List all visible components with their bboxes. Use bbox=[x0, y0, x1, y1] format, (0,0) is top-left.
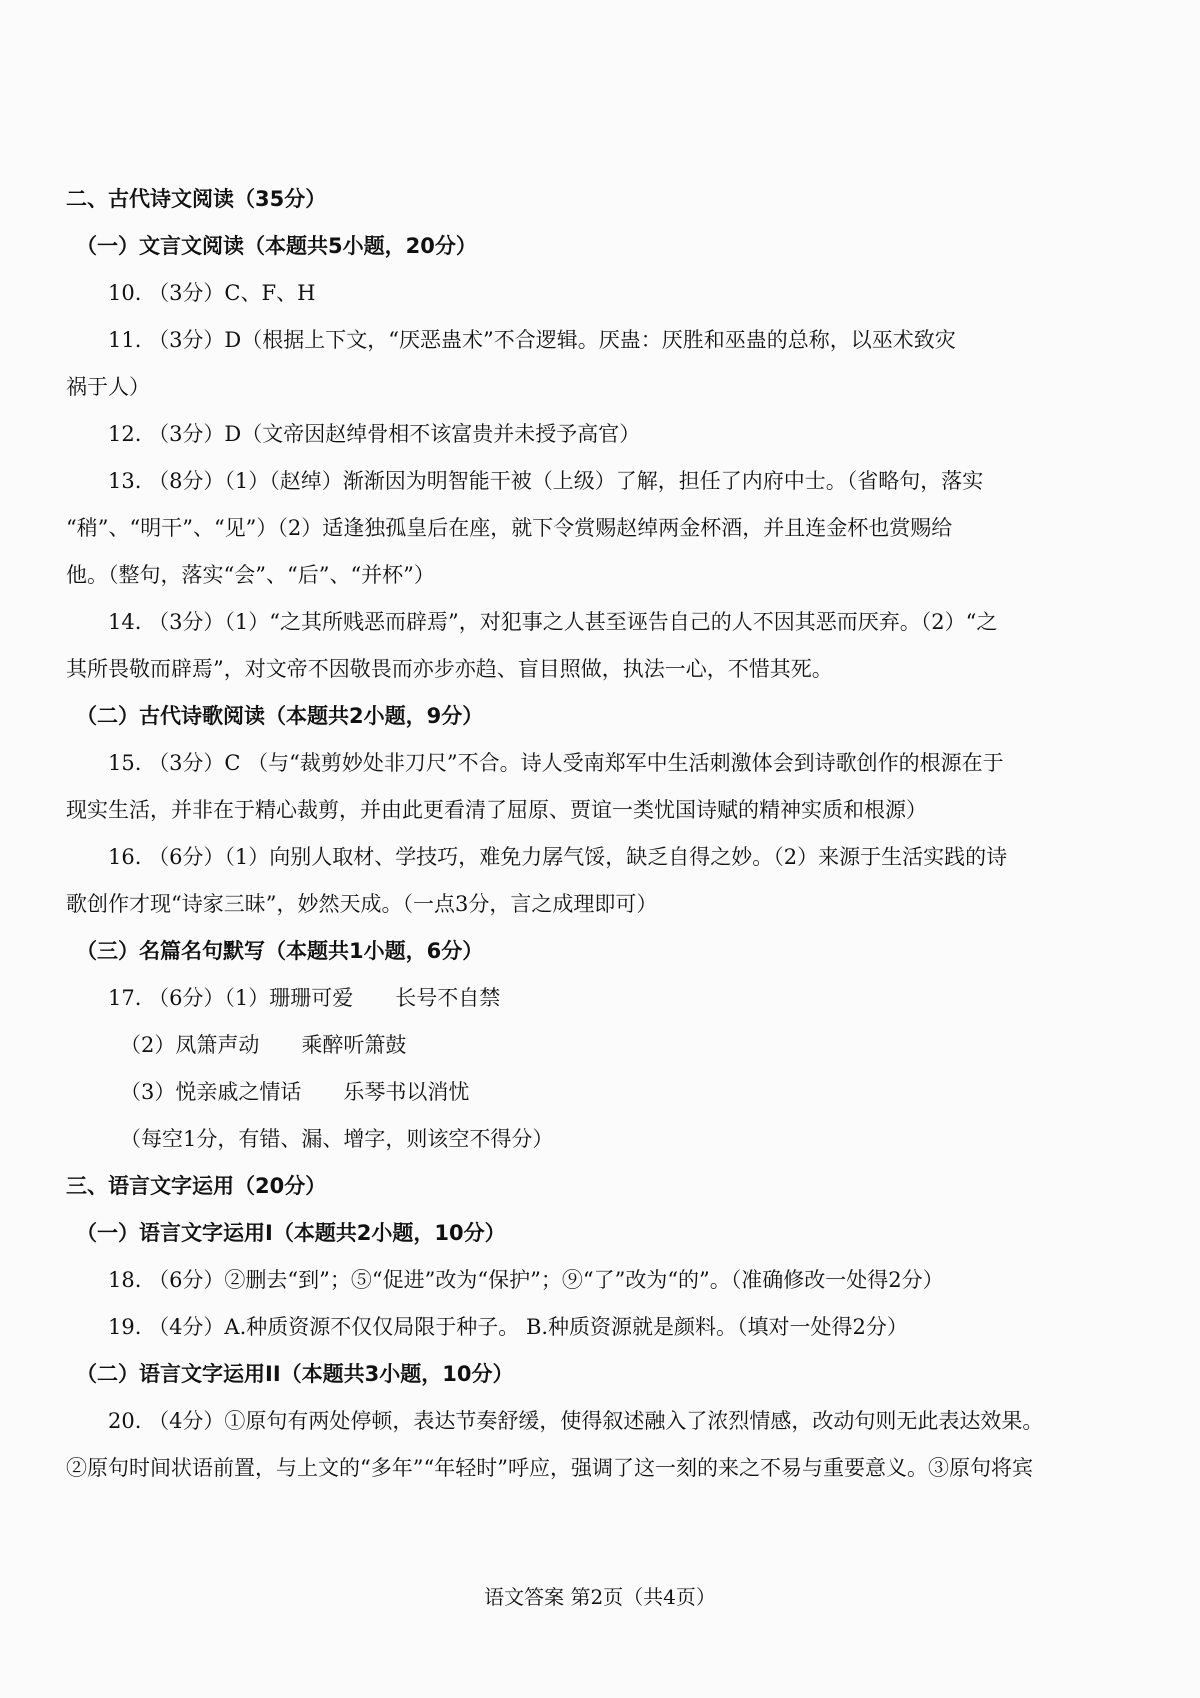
section-2-1-title: （一）文言文阅读（本题共5小题，20分） bbox=[76, 234, 477, 258]
answer-17-3-first: （3）悦亲戚之情话 bbox=[120, 1080, 302, 1104]
answer-17-1-second: 长号不自禁 bbox=[395, 986, 501, 1010]
answer-17-1-first: 17. （6分）（1）珊珊可爱 bbox=[108, 986, 354, 1010]
answer-17-3-second: 乐琴书以消忧 bbox=[343, 1080, 470, 1104]
answer-17-2-first: （2）凤箫声动 bbox=[120, 1033, 260, 1057]
answer-15-line-2: 现实生活，并非在于精心裁剪，并由此更看清了屈原、贾谊一类忧国诗赋的精神实质和根源） bbox=[66, 798, 927, 822]
answer-13-line-1: 13. （8分）（1）（赵绰）渐渐因为明智能干被（上级）了解，担任了内府中士。（省略句，落实 bbox=[108, 469, 984, 493]
section-3-1-title: （一）语言文字运用I（本题共2小题，10分） bbox=[76, 1221, 506, 1245]
answer-11-line-2: 祸于人） bbox=[66, 375, 150, 399]
section-2-3-title: （三）名篇名句默写（本题共1小题，6分） bbox=[76, 939, 484, 963]
answer-17-row-2 bbox=[66, 1032, 1122, 1058]
answer-13-line-3: 他。（整句，落实“会”、“后”、“并杯”） bbox=[66, 563, 435, 587]
page-footer: 语文答案 第2页（共4页） bbox=[484, 1585, 716, 1609]
section-2-2-title: （二）古代诗歌阅读（本题共2小题，9分） bbox=[76, 704, 484, 728]
answer-17-row-3 bbox=[66, 1079, 1122, 1105]
answer-15 bbox=[66, 750, 1122, 823]
answer-20-line-1: 20. （4分）①原句有两处停顿，表达节奏舒缓，使得叙述融入了浓烈情感，改动句则无此表达效果。 bbox=[108, 1409, 1044, 1433]
answer-20 bbox=[66, 1408, 1122, 1481]
answer-17-row-1 bbox=[66, 985, 1122, 1011]
answer-18: 18. （6分）②删去“到”；⑤“促进”改为“保护”；⑨“了”改为“的”。（准确修改一处得2分） bbox=[108, 1268, 944, 1292]
answer-16-line-1: 16. （6分）（1）向别人取材、学技巧，难免力孱气馁，缺乏自得之妙。（2）来源于生活实践的诗 bbox=[108, 845, 1008, 869]
answer-13 bbox=[66, 468, 1122, 588]
section-2-title: 二、古代诗文阅读（35分） bbox=[66, 187, 327, 211]
answer-16-line-2: 歌创作才现“诗家三昧”，妙然天成。（一点3分，言之成理即可） bbox=[66, 892, 658, 916]
answer-14 bbox=[66, 609, 1122, 682]
answer-20-line-2: ②原句时间状语前置，与上文的“多年”“年轻时”呼应，强调了这一刻的来之不易与重要意义。③原句将宾 bbox=[66, 1456, 1033, 1480]
answer-12: 12. （3分）D（文帝因赵绰骨相不该富贵并未授予高官） bbox=[108, 422, 641, 446]
answer-14-line-1: 14. （3分）（1）“之其所贱恶而辟焉”，对犯事之人甚至诬告自己的人不因其恶而厌弃。（2）“之 bbox=[108, 610, 998, 634]
section-3-title: 三、语言文字运用（20分） bbox=[66, 1174, 327, 1198]
answer-11-line-1: 11. （3分）D（根据上下文，“厌恶蛊术”不合逻辑。厌蛊：厌胜和巫蛊的总称，以巫术致灾 bbox=[108, 328, 956, 352]
answer-10: 10. （3分）C、F、H bbox=[108, 281, 316, 305]
answer-17-note: （每空1分，有错、漏、增字，则该空不得分） bbox=[120, 1127, 554, 1151]
section-3-2-title: （二）语言文字运用II（本题共3小题，10分） bbox=[76, 1362, 514, 1386]
answer-13-line-2: “稍”、“明干”、“见”）（2）适逢独孤皇后在座，就下令赏赐赵绰两金杯酒，并且连金杯也赏赐给 bbox=[66, 516, 953, 540]
answer-19: 19. （4分）A.种质资源不仅仅局限于种子。 B.种质资源就是颜料。（填对一处得2分） bbox=[108, 1315, 908, 1339]
answer-15-line-1: 15. （3分）C （与“裁剪妙处非刀尺”不合。诗人受南郑军中生活刺激体会到诗歌创作的根源在于 bbox=[108, 751, 1004, 775]
answer-16 bbox=[66, 844, 1122, 917]
answer-11 bbox=[66, 327, 1122, 400]
answer-14-line-2: 其所畏敬而辟焉”，对文帝不因敬畏而亦步亦趋、盲目照做，执法一心，不惜其死。 bbox=[66, 657, 833, 681]
answer-17-2-second: 乘醉听箫鼓 bbox=[301, 1033, 407, 1057]
